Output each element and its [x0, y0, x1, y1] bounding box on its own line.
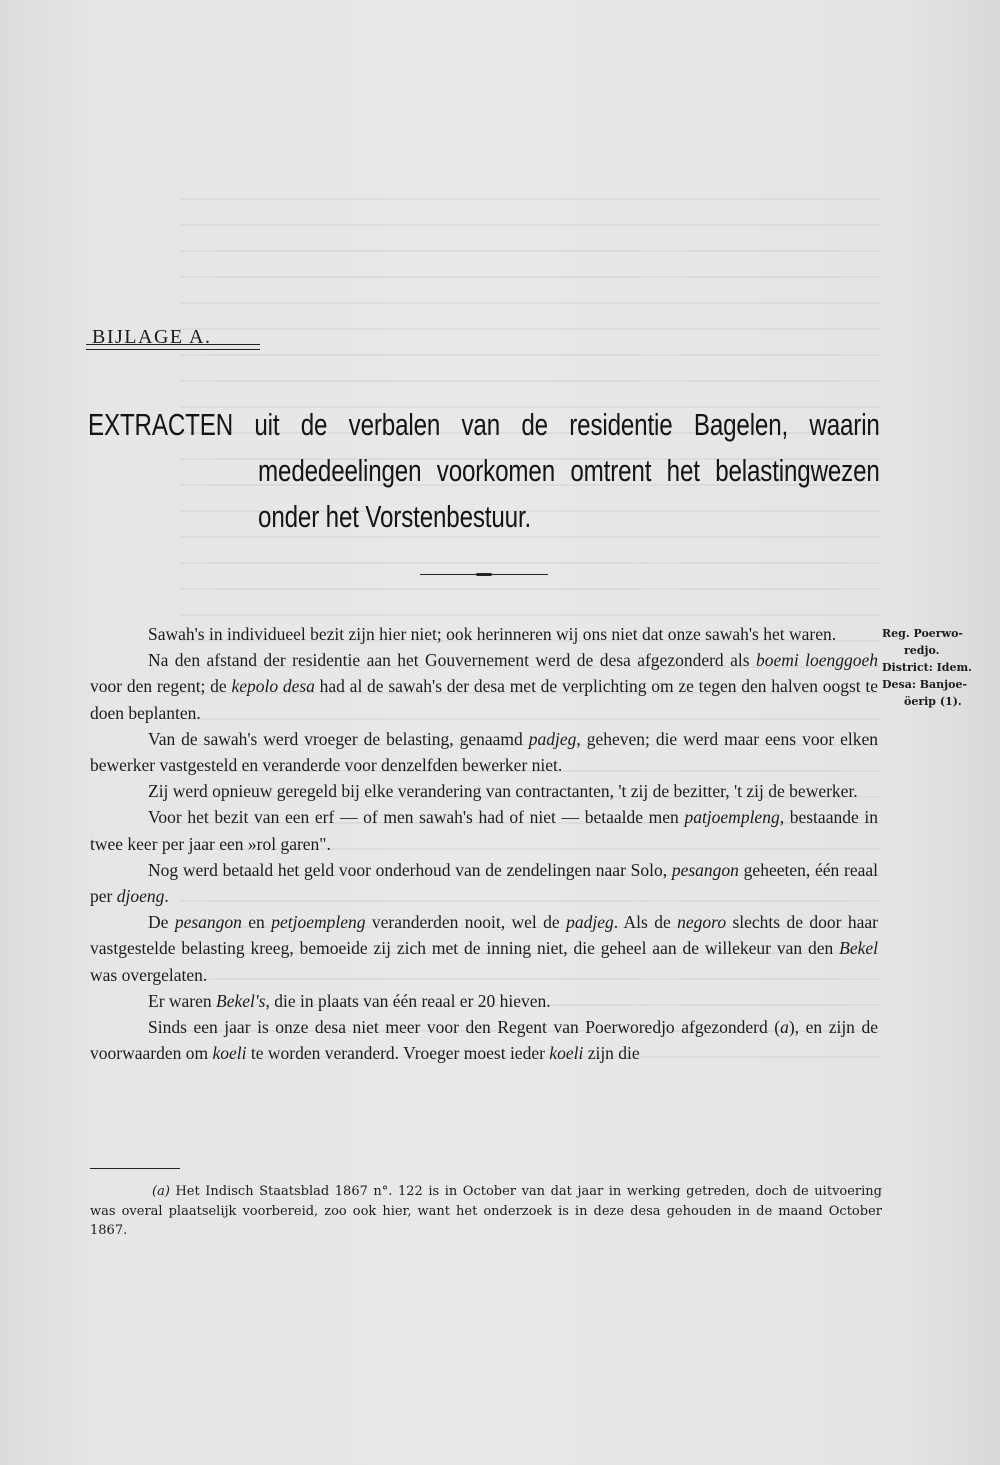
italic-term: patjoempleng [684, 807, 780, 828]
text-run: slechts de door haar vastgestelde belasting kreeg, bemoeide zij zich met de inning niet, die geheel aan de willekeur van den [90, 912, 878, 959]
italic-term: boemi loenggoeh [755, 650, 878, 671]
text-run: Nog werd betaald het geld voor onderhoud van de zendelingen naar Solo, [148, 859, 672, 880]
text-run: , geheven; die werd maar eens voor elken bewerker vastgesteld en veranderde voor denzelfden bewerker niet. [90, 728, 878, 776]
italic-term: petjoempleng [271, 912, 366, 933]
footnote-marker: (a) [152, 1184, 170, 1199]
title-line-3: onder het Vorstenbestuur. [258, 499, 532, 534]
italic-term: koeli [212, 1043, 247, 1064]
text-run: Zij werd opnieuw geregeld bij elke verandering van contractanten, 't zij de bezitter, 't zij de bewerker. [148, 781, 858, 802]
text-run: Van de sawah's werd vroeger de belasting, genaamd [148, 728, 529, 749]
text-run: , die in plaats van één reaal er 20 hieven. [265, 990, 551, 1011]
italic-term: padjeg [528, 728, 577, 749]
text-run: was overgelaten. [90, 964, 208, 985]
paragraph [90, 909, 878, 988]
appendix-label: BIJLAGE A. [92, 326, 212, 348]
text-run: voor den regent; de [90, 676, 232, 697]
italic-term: djoeng [116, 886, 165, 907]
paragraph [90, 804, 878, 856]
margin-note-line: District: Idem. [882, 661, 972, 674]
title-line-1: EXTRACTEN uit de verbalen van de residentie Bagelen, waarin [88, 407, 880, 442]
text-run: Voor het bezit van een erf — of men sawah's had of niet — betaalde men [148, 807, 685, 828]
paragraph [90, 621, 878, 647]
text-run: Sinds een jaar is onze desa niet meer voor den Regent van Poerworedjo afgezonderd ( [148, 1017, 781, 1038]
paragraph [90, 647, 878, 726]
body-text [90, 621, 878, 1066]
italic-term: Bekel [839, 938, 878, 959]
paragraph [90, 1014, 878, 1066]
text-run: veranderden nooit, wel de [365, 912, 567, 933]
text-run: Er waren [148, 990, 217, 1011]
document-title [88, 402, 880, 540]
margin-note [882, 625, 992, 710]
italic-term: negoro [677, 912, 727, 933]
italic-term: Bekel's [216, 990, 266, 1011]
title-line-2: mededeelingen voorkomen omtrent het belastingwezen [258, 453, 880, 488]
paragraph [90, 778, 878, 804]
margin-note-line: Reg. Poerwo- [882, 627, 963, 640]
paragraph [90, 988, 878, 1014]
text-run: De [148, 912, 175, 933]
text-run: . Als de [613, 912, 678, 933]
footnote-divider [90, 1168, 180, 1169]
footnote-text: Het Indisch Staatsblad 1867 n°. 122 is in October van dat jaar in werking getreden, doch de uitvoering was overal plaatselijk voorbereid, zoo ook hier, want het onderzoek is in deze desa gehouden in de maand October 1867. [90, 1184, 882, 1238]
text-run: en [241, 912, 272, 933]
title-divider [420, 574, 548, 575]
italic-term: a [780, 1017, 789, 1038]
italic-term: pesangon [671, 859, 739, 880]
text-run: had al de sawah's der desa met de verplichting om ze tegen den halven oogst te doen beplanten. [90, 676, 878, 723]
italic-term: padjeg [566, 912, 614, 933]
margin-note-line: Desa: Banjoe- [882, 678, 968, 691]
italic-term: koeli [549, 1043, 584, 1064]
italic-term: pesangon [174, 912, 242, 933]
margin-note-line: öerip (1). [904, 695, 962, 708]
text-run: . [164, 886, 169, 907]
paragraph [90, 726, 878, 778]
text-run: , bestaande in twee keer per jaar een »rol garen". [90, 807, 878, 854]
text-run: ), en zijn de voorwaarden om [90, 1017, 879, 1064]
text-run: geheeten, één reaal per [90, 859, 878, 907]
text-run: Na den afstand der residentie aan het Gouvernement werd de desa afgezonderd als [148, 650, 756, 671]
text-run: zijn die [583, 1043, 640, 1064]
margin-note-line: redjo. [904, 644, 940, 657]
text-run: te worden veranderd. Vroeger moest ieder [246, 1043, 550, 1064]
text-run: Sawah's in individueel bezit zijn hier niet; ook herinneren wij ons niet dat onze sawah's het waren. [148, 624, 837, 644]
italic-term: kepolo desa [231, 676, 315, 697]
footnote [90, 1182, 882, 1241]
paragraph [90, 857, 878, 909]
appendix-label-underline [86, 344, 260, 350]
